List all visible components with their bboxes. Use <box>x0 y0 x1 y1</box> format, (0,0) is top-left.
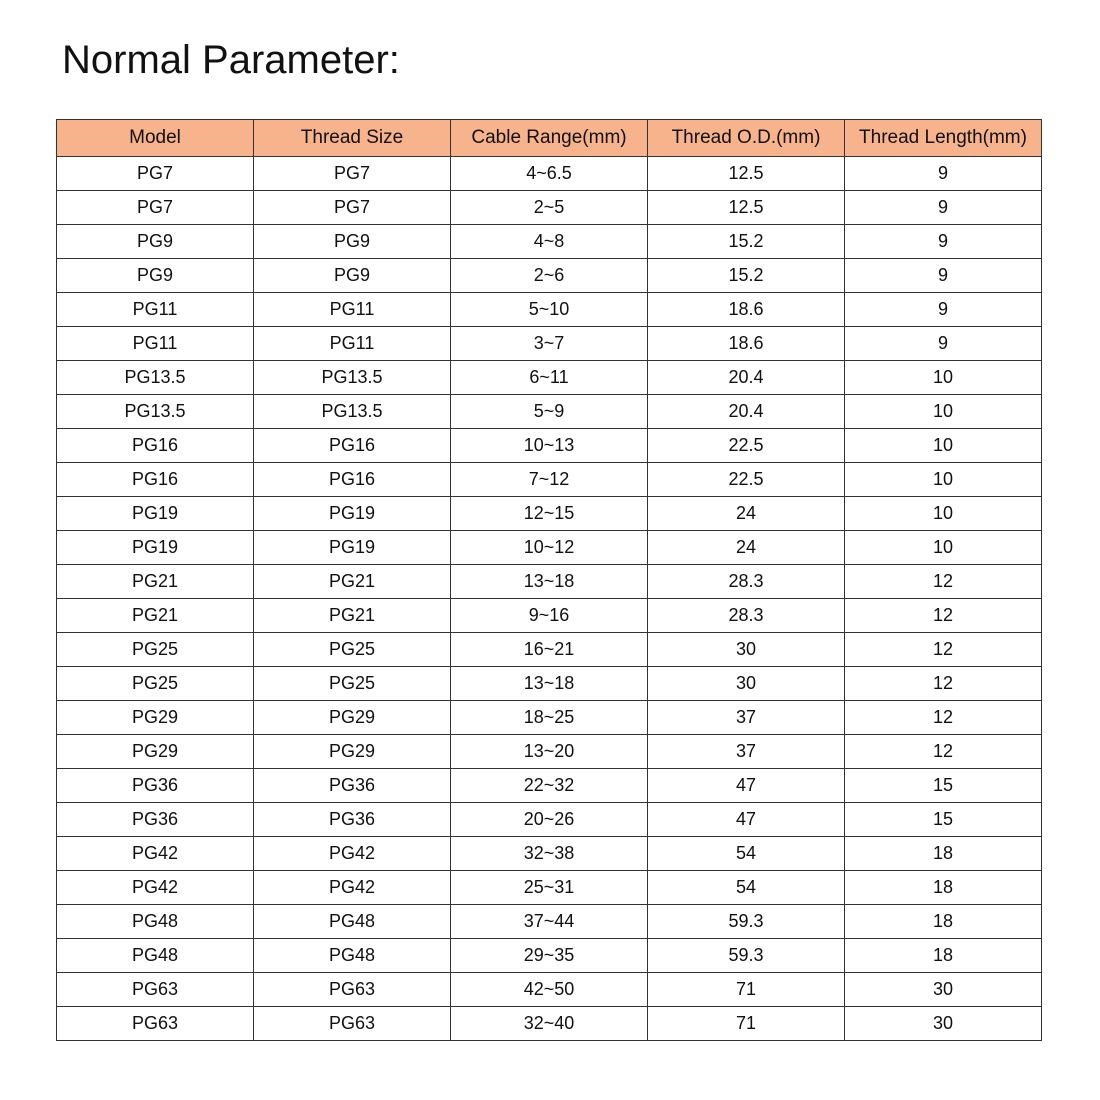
table-row <box>57 667 1042 701</box>
cell-thread-size: PG21 <box>254 565 451 599</box>
cell-cable-range: 29~35 <box>451 939 648 973</box>
cell-model: PG13.5 <box>57 395 254 429</box>
cell-thread-length: 10 <box>845 531 1042 565</box>
cell-cable-range: 18~25 <box>451 701 648 735</box>
cell-cable-range: 32~40 <box>451 1007 648 1041</box>
cell-thread-od: 18.6 <box>648 293 845 327</box>
cell-thread-length: 12 <box>845 667 1042 701</box>
cell-cable-range: 13~20 <box>451 735 648 769</box>
cell-model: PG11 <box>57 293 254 327</box>
cell-thread-size: PG42 <box>254 871 451 905</box>
cell-cable-range: 7~12 <box>451 463 648 497</box>
cell-thread-length: 9 <box>845 191 1042 225</box>
cell-cable-range: 2~6 <box>451 259 648 293</box>
cell-model: PG19 <box>57 497 254 531</box>
cell-model: PG36 <box>57 769 254 803</box>
cell-cable-range: 4~6.5 <box>451 157 648 191</box>
cell-model: PG21 <box>57 565 254 599</box>
cell-thread-od: 54 <box>648 837 845 871</box>
table-row <box>57 735 1042 769</box>
cell-model: PG9 <box>57 225 254 259</box>
cell-thread-od: 71 <box>648 1007 845 1041</box>
cell-thread-od: 59.3 <box>648 939 845 973</box>
header-model: Model <box>57 120 254 157</box>
table-row <box>57 769 1042 803</box>
cell-thread-length: 12 <box>845 565 1042 599</box>
cell-thread-length: 30 <box>845 1007 1042 1041</box>
cell-model: PG7 <box>57 157 254 191</box>
cell-thread-od: 37 <box>648 735 845 769</box>
table-header <box>57 120 1042 157</box>
cell-thread-length: 10 <box>845 497 1042 531</box>
table-row <box>57 905 1042 939</box>
cell-thread-length: 9 <box>845 327 1042 361</box>
cell-cable-range: 10~13 <box>451 429 648 463</box>
cell-model: PG11 <box>57 327 254 361</box>
cell-thread-od: 12.5 <box>648 157 845 191</box>
cell-thread-length: 10 <box>845 395 1042 429</box>
cell-thread-od: 47 <box>648 803 845 837</box>
cell-thread-od: 28.3 <box>648 599 845 633</box>
cell-model: PG25 <box>57 667 254 701</box>
header-row <box>57 120 1042 157</box>
table-row <box>57 599 1042 633</box>
cell-thread-length: 30 <box>845 973 1042 1007</box>
cell-model: PG9 <box>57 259 254 293</box>
header-cable-range: Cable Range(mm) <box>451 120 648 157</box>
cell-thread-od: 20.4 <box>648 361 845 395</box>
cell-thread-od: 15.2 <box>648 225 845 259</box>
cell-thread-length: 18 <box>845 939 1042 973</box>
cell-model: PG16 <box>57 429 254 463</box>
table-row <box>57 871 1042 905</box>
header-thread-od: Thread O.D.(mm) <box>648 120 845 157</box>
cell-cable-range: 13~18 <box>451 565 648 599</box>
cell-thread-size: PG29 <box>254 701 451 735</box>
cell-model: PG42 <box>57 837 254 871</box>
cell-cable-range: 9~16 <box>451 599 648 633</box>
cell-thread-length: 15 <box>845 803 1042 837</box>
cell-cable-range: 5~9 <box>451 395 648 429</box>
cell-thread-length: 12 <box>845 599 1042 633</box>
cell-thread-size: PG36 <box>254 769 451 803</box>
cell-cable-range: 42~50 <box>451 973 648 1007</box>
cell-thread-size: PG48 <box>254 939 451 973</box>
page-title: Normal Parameter: <box>62 38 400 82</box>
cell-thread-od: 30 <box>648 633 845 667</box>
cell-thread-od: 47 <box>648 769 845 803</box>
cell-thread-od: 71 <box>648 973 845 1007</box>
table-row <box>57 395 1042 429</box>
cell-thread-size: PG7 <box>254 157 451 191</box>
cell-thread-size: PG25 <box>254 633 451 667</box>
cell-cable-range: 5~10 <box>451 293 648 327</box>
cell-model: PG19 <box>57 531 254 565</box>
cell-cable-range: 13~18 <box>451 667 648 701</box>
cell-thread-size: PG63 <box>254 973 451 1007</box>
table-row <box>57 259 1042 293</box>
cell-thread-size: PG48 <box>254 905 451 939</box>
cell-thread-length: 9 <box>845 225 1042 259</box>
cell-model: PG29 <box>57 735 254 769</box>
cell-model: PG48 <box>57 939 254 973</box>
cell-thread-od: 15.2 <box>648 259 845 293</box>
cell-model: PG63 <box>57 1007 254 1041</box>
cell-thread-length: 15 <box>845 769 1042 803</box>
table-row <box>57 293 1042 327</box>
cell-cable-range: 20~26 <box>451 803 648 837</box>
cell-thread-od: 30 <box>648 667 845 701</box>
cell-thread-length: 18 <box>845 837 1042 871</box>
cell-thread-od: 28.3 <box>648 565 845 599</box>
header-thread-size: Thread Size <box>254 120 451 157</box>
cell-thread-length: 10 <box>845 361 1042 395</box>
cell-thread-length: 12 <box>845 701 1042 735</box>
cell-thread-size: PG16 <box>254 463 451 497</box>
table-row <box>57 361 1042 395</box>
cell-thread-size: PG42 <box>254 837 451 871</box>
cell-cable-range: 37~44 <box>451 905 648 939</box>
table-row <box>57 531 1042 565</box>
cell-thread-length: 10 <box>845 429 1042 463</box>
table-row <box>57 191 1042 225</box>
header-thread-length: Thread Length(mm) <box>845 120 1042 157</box>
cell-thread-length: 9 <box>845 259 1042 293</box>
table-row <box>57 1007 1042 1041</box>
table-row <box>57 497 1042 531</box>
cell-cable-range: 4~8 <box>451 225 648 259</box>
cell-cable-range: 16~21 <box>451 633 648 667</box>
cell-thread-size: PG36 <box>254 803 451 837</box>
cell-thread-length: 9 <box>845 157 1042 191</box>
cell-model: PG21 <box>57 599 254 633</box>
cell-model: PG29 <box>57 701 254 735</box>
table-row <box>57 633 1042 667</box>
cell-thread-od: 22.5 <box>648 463 845 497</box>
cell-thread-od: 12.5 <box>648 191 845 225</box>
cell-cable-range: 6~11 <box>451 361 648 395</box>
cell-thread-size: PG9 <box>254 225 451 259</box>
cell-cable-range: 12~15 <box>451 497 648 531</box>
table-body <box>57 157 1042 1041</box>
table-row <box>57 837 1042 871</box>
cell-model: PG7 <box>57 191 254 225</box>
cell-thread-od: 20.4 <box>648 395 845 429</box>
cell-thread-od: 59.3 <box>648 905 845 939</box>
cell-thread-length: 9 <box>845 293 1042 327</box>
table-row <box>57 327 1042 361</box>
table-row <box>57 565 1042 599</box>
cell-thread-size: PG19 <box>254 497 451 531</box>
parameter-table <box>56 119 1042 1041</box>
cell-model: PG16 <box>57 463 254 497</box>
cell-model: PG25 <box>57 633 254 667</box>
cell-thread-size: PG7 <box>254 191 451 225</box>
cell-cable-range: 32~38 <box>451 837 648 871</box>
table-row <box>57 939 1042 973</box>
cell-thread-od: 54 <box>648 871 845 905</box>
cell-model: PG42 <box>57 871 254 905</box>
cell-cable-range: 10~12 <box>451 531 648 565</box>
table-row <box>57 973 1042 1007</box>
cell-model: PG48 <box>57 905 254 939</box>
cell-thread-od: 24 <box>648 531 845 565</box>
cell-thread-size: PG13.5 <box>254 361 451 395</box>
cell-thread-length: 18 <box>845 871 1042 905</box>
cell-thread-size: PG63 <box>254 1007 451 1041</box>
cell-cable-range: 22~32 <box>451 769 648 803</box>
cell-thread-length: 12 <box>845 735 1042 769</box>
cell-thread-size: PG13.5 <box>254 395 451 429</box>
cell-model: PG36 <box>57 803 254 837</box>
cell-thread-size: PG19 <box>254 531 451 565</box>
cell-thread-size: PG9 <box>254 259 451 293</box>
cell-thread-length: 18 <box>845 905 1042 939</box>
cell-cable-range: 25~31 <box>451 871 648 905</box>
cell-thread-size: PG11 <box>254 293 451 327</box>
table-row <box>57 429 1042 463</box>
table-row <box>57 803 1042 837</box>
cell-model: PG63 <box>57 973 254 1007</box>
cell-thread-size: PG11 <box>254 327 451 361</box>
cell-thread-od: 37 <box>648 701 845 735</box>
table-row <box>57 463 1042 497</box>
cell-thread-size: PG25 <box>254 667 451 701</box>
cell-thread-od: 24 <box>648 497 845 531</box>
cell-thread-od: 18.6 <box>648 327 845 361</box>
cell-thread-length: 10 <box>845 463 1042 497</box>
cell-cable-range: 3~7 <box>451 327 648 361</box>
cell-model: PG13.5 <box>57 361 254 395</box>
cell-thread-size: PG16 <box>254 429 451 463</box>
cell-cable-range: 2~5 <box>451 191 648 225</box>
table-row <box>57 225 1042 259</box>
table-row <box>57 157 1042 191</box>
table-row <box>57 701 1042 735</box>
cell-thread-size: PG29 <box>254 735 451 769</box>
cell-thread-length: 12 <box>845 633 1042 667</box>
cell-thread-od: 22.5 <box>648 429 845 463</box>
cell-thread-size: PG21 <box>254 599 451 633</box>
